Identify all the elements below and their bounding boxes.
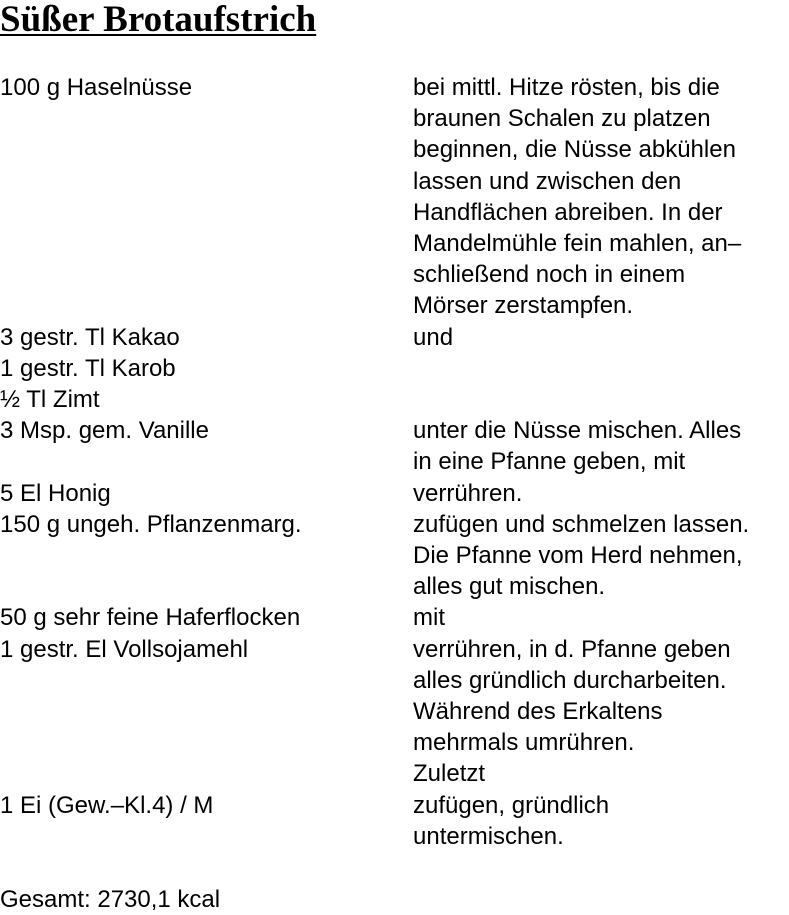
recipe-table [0, 72, 789, 852]
ingredient: 5 El Honig [0, 479, 111, 507]
instruction: bei mittl. Hitze rösten, bis die braunen Schalen zu platzen beginnen, die Nüsse abkühlen lassen und zwischen den Handflächen abreiben. In der Mandelmühle fein mahlen, an– schließend noch in einem Mörser zerstampfen. [413, 74, 742, 320]
recipe-title: Süßer Brotaufstrich [0, 0, 317, 40]
recipe-row [0, 602, 789, 633]
ingredient: 150 g ungeh. Pflanzenmarg. [0, 510, 302, 538]
ingredient: 3 Msp. gem. Vanille [0, 417, 209, 445]
instruction [413, 384, 789, 415]
ingredient: 3 gestr. Tl Kakao [0, 323, 180, 351]
instruction: unter die Nüsse mischen. Alles in eine Pfanne geben, mit [413, 417, 742, 476]
instruction: und [413, 323, 454, 351]
recipe-row [0, 478, 789, 509]
ingredient: ½ Tl Zimt [0, 386, 100, 414]
recipe-row [0, 384, 789, 415]
recipe-row [0, 353, 789, 384]
recipe-row [0, 634, 789, 790]
ingredient: 1 Ei (Gew.–Kl.4) / M [0, 791, 214, 819]
recipe-row [0, 415, 789, 477]
instruction: verrühren. [413, 479, 523, 507]
ingredient: 100 g Haselnüsse [0, 74, 193, 101]
instruction: verrühren, in d. Pfanne geben alles gründlich durcharbeiten. Während des Erkaltens mehrmals umrühren. Zuletzt [413, 635, 731, 788]
ingredient: 1 gestr. El Vollsojamehl [0, 635, 249, 663]
recipe-row [0, 509, 789, 603]
instruction: zufügen und schmelzen lassen. Die Pfanne vom Herd nehmen, alles gut mischen. [413, 510, 750, 601]
instruction [413, 353, 789, 384]
recipe-row [0, 322, 789, 353]
ingredient: 50 g sehr feine Haferflocken [0, 604, 301, 632]
recipe-row [0, 790, 789, 852]
recipe-row [0, 72, 789, 322]
instruction: mit [413, 604, 445, 632]
calorie-total: Gesamt: 2730,1 kcal [0, 886, 221, 913]
ingredient: 1 gestr. Tl Karob [0, 354, 176, 382]
instruction: zufügen, gründlich untermischen. [413, 791, 610, 850]
